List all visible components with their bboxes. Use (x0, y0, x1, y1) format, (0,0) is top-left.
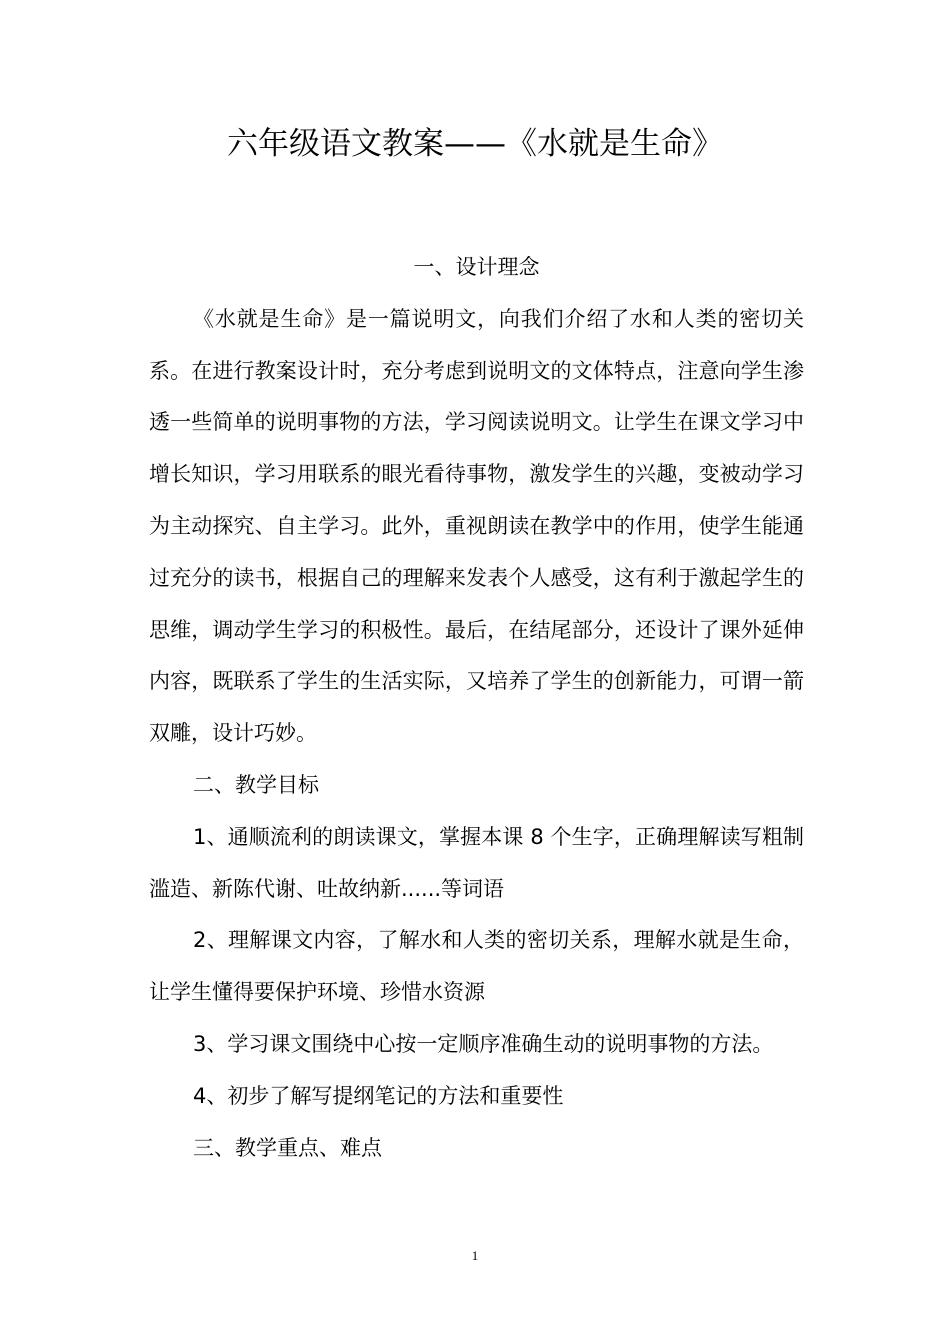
paragraph-design-concept: 《水就是生命》是一篇说明文，向我们介绍了水和人类的密切关系。在进行教案设计时，充分考虑到说明文的文体特点，注意向学生渗透一些简单的说明事物的方法，学习阅读说明文。让学生在课文学习中增长知识，学习用联系的眼光看待事物，激发学生的兴趣，变被动学习为主动探究、自主学习。此外，重视朗读在教学中的作用，使学生能通过充分的读书，根据自己的理解来发表个人感受，这有利于激起学生的思维，调动学生学习的积极性。最后，在结尾部分，还设计了课外延伸内容，既联系了学生的生活实际，又培养了学生的创新能力，可谓一箭双雕，设计巧妙。 (149, 306, 804, 746)
goal-item-3: 3、学习课文围绕中心按一定顺序准确生动的说明事物的方法。 (193, 1031, 774, 1056)
section-heading-design-concept: 一、设计理念 (413, 255, 540, 279)
goal-item-4: 4、初步了解写提纲笔记的方法和重要性 (193, 1083, 564, 1108)
goal-item-2: 2、理解课文内容，了解水和人类的密切关系，理解水就是生命，让学生懂得要保护环境、珍惜水资源 (149, 928, 804, 1005)
document-title: 六年级语文教案——《水就是生命》 (227, 126, 723, 162)
document-body (149, 242, 804, 1174)
section-heading-key-points: 三、教学重点、难点 (193, 1135, 382, 1160)
section-heading-teaching-goals: 二、教学目标 (193, 772, 319, 797)
goal-item-1: 1、通顺流利的朗读课文，掌握本课 8 个生字，正确理解读写粗制滥造、新陈代谢、吐故纳新......等词语 (149, 824, 804, 901)
page-number: 1 (471, 1248, 479, 1263)
